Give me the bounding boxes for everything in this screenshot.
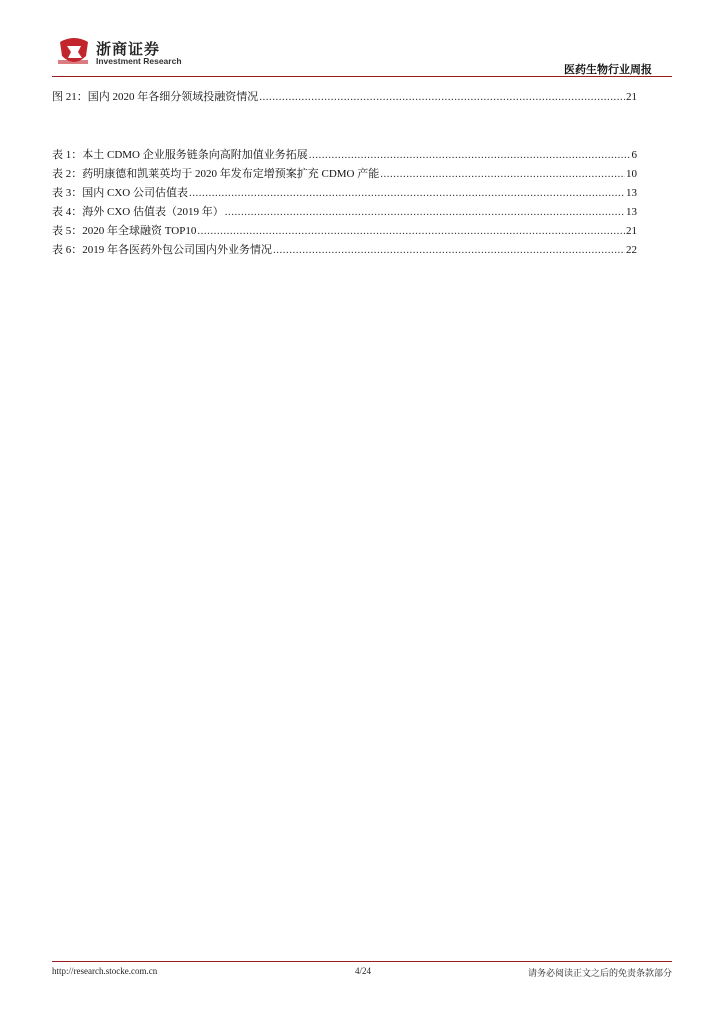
figure-list [52, 88, 637, 107]
page-number: 4/24 [355, 966, 372, 976]
company-logo [56, 36, 196, 72]
toc-entry-page: 6 [631, 149, 637, 161]
toc-entry-label: 表 1：本土 CDMO 企业服务链条向高附加值业务拓展 [52, 149, 308, 161]
toc-entry-page: 13 [626, 187, 637, 199]
toc-entry-label: 图 21：国内 2020 年各细分领域投融资情况 [52, 91, 259, 103]
toc-entry-label: 表 5：2020 年全球融资 TOP10 [52, 225, 197, 237]
footer-url-link[interactable]: http://research.stocke.com.cn [52, 966, 158, 976]
toc-leader-dots [189, 184, 625, 202]
toc-entry-table-3[interactable] [52, 184, 637, 203]
toc-entry-table-1[interactable] [52, 146, 637, 165]
toc-leader-dots [259, 88, 625, 106]
toc-entry-label: 表 4：海外 CXO 估值表（2019 年） [52, 206, 224, 218]
header-divider [52, 76, 672, 77]
toc-entry-table-5[interactable] [52, 222, 637, 241]
toc-entry-label: 表 3：国内 CXO 公司估值表 [52, 187, 188, 199]
toc-entry-label: 表 2：药明康德和凯莱英均于 2020 年发布定增预案扩充 CDMO 产能 [52, 168, 380, 180]
toc-entry-page: 13 [626, 206, 637, 218]
footer-disclaimer: 请务必阅读正文之后的免责条款部分 [527, 969, 672, 979]
report-type: 医药生物行业周报 [564, 63, 652, 76]
toc-entry-table-4[interactable] [52, 203, 637, 222]
toc-leader-dots [380, 165, 625, 183]
toc-entry-table-6[interactable] [52, 241, 637, 260]
toc-entry-page: 21 [626, 225, 637, 237]
toc-entry-figure-21[interactable] [52, 88, 637, 107]
logo-mark-icon [56, 36, 92, 68]
toc-leader-dots [197, 222, 625, 240]
toc-entry-page: 10 [626, 168, 637, 180]
toc-entry-page: 22 [626, 244, 637, 256]
table-list [52, 146, 637, 260]
toc-leader-dots [225, 203, 625, 221]
logo-en-text: Investment Research [96, 56, 182, 66]
toc-entry-label: 表 6：2019 年各医药外包公司国内外业务情况 [52, 244, 272, 256]
toc-entry-page: 21 [626, 91, 637, 103]
toc-leader-dots [309, 146, 631, 164]
toc-entry-table-2[interactable] [52, 165, 637, 184]
footer-divider [52, 961, 672, 962]
logo-cn-text: 浙商证券 [96, 40, 161, 58]
toc-leader-dots [273, 241, 625, 259]
